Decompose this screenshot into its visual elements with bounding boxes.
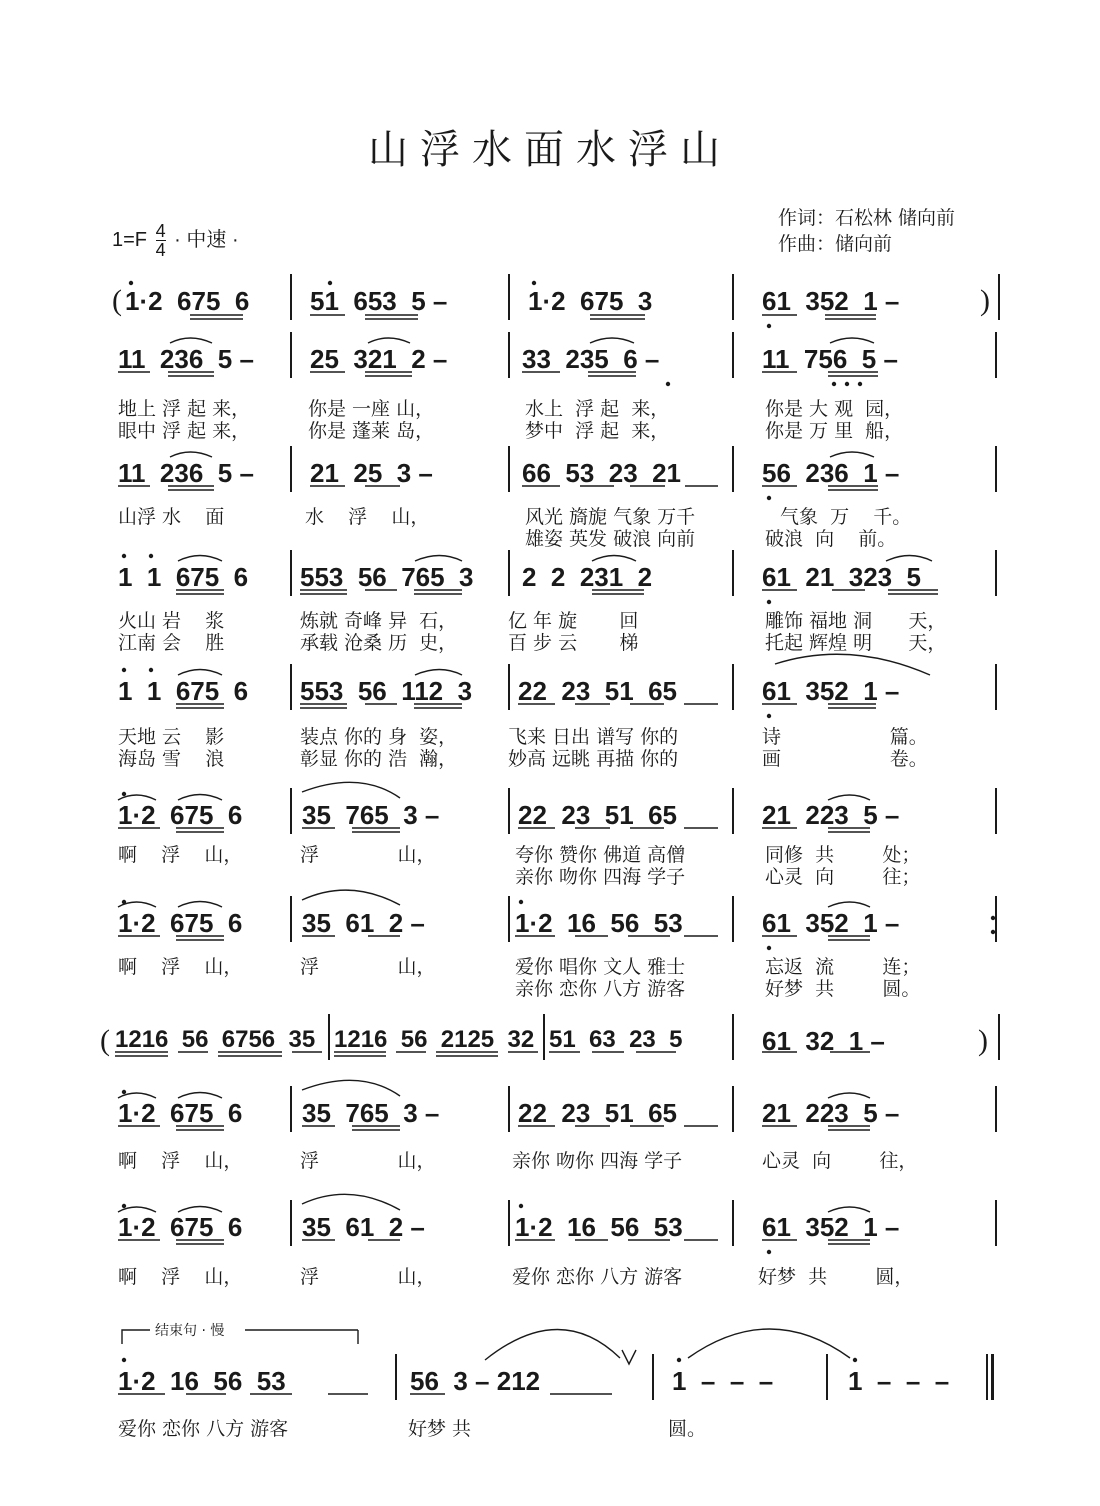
- lyric: 雄姿 英发 破浪 向前: [525, 528, 696, 550]
- lyric: 百 步 云 梯: [508, 632, 639, 654]
- lyric: 炼就 奇峰 异 石，: [300, 610, 458, 632]
- lyric: 浮 山，: [300, 1266, 436, 1288]
- measure: 1·2 675 3: [528, 286, 653, 316]
- measure: 22 23 51 65: [518, 676, 678, 706]
- lyric: 装点 你的 身 姿，: [300, 726, 458, 748]
- measure: 25 321 2 –: [310, 344, 448, 374]
- measure: 35 61 2 –: [302, 1212, 425, 1242]
- lyricist: 作词：石松林 储向前: [778, 207, 956, 229]
- lyric: 风光 旖旎 气象 万千: [525, 506, 696, 528]
- lyric: 你是 蓬莱 岛，: [308, 420, 435, 442]
- lyric: 好梦 共: [408, 1418, 472, 1440]
- lyric: 爱你 唱你 文人 雅士: [515, 956, 686, 978]
- composer: 作曲：储向前: [778, 233, 893, 255]
- measure: 61 32 1 –: [762, 1026, 885, 1056]
- lyric: 画 卷。: [762, 748, 928, 770]
- lyric: 浮 山，: [300, 844, 436, 866]
- lyric: 心灵 向 往，: [762, 1150, 918, 1172]
- measure: 21 25 3 –: [310, 458, 433, 488]
- measure: 33 235 6 –: [522, 344, 660, 374]
- measure: 61 352 1 –: [762, 676, 900, 706]
- measure: 2 2 231 2: [522, 562, 653, 592]
- ending-label: 结束句 · 慢: [155, 1323, 225, 1339]
- measure: 56 3 – 212: [410, 1366, 541, 1396]
- measure: 11 756 5 –: [762, 344, 898, 374]
- repeat-open-paren: (: [100, 1024, 110, 1057]
- measure: 61 352 1 –: [762, 286, 900, 316]
- lyric: 雕饰 福地 洞 天，: [765, 610, 947, 632]
- lyric: 天地 云 影: [118, 726, 225, 748]
- lyric: 梦中 浮 起 来，: [525, 420, 670, 442]
- measure: 1·2 16 56 53: [118, 1366, 286, 1396]
- measure: 66 53 23 21: [522, 458, 682, 488]
- lyric: 忘返 流 连；: [765, 956, 921, 978]
- measure: 1 1 675 6: [118, 676, 249, 706]
- key-label: 1=F: [112, 228, 148, 251]
- lyric: 啊 浮 山，: [118, 844, 243, 866]
- lyric: 心灵 向 往；: [765, 866, 921, 888]
- measure: 553 56 765 3: [300, 562, 474, 592]
- lyric: 山浮 水 面: [118, 506, 225, 528]
- measure: 35 61 2 –: [302, 908, 425, 938]
- measure: 21 223 5 –: [762, 800, 900, 830]
- lyric: 圆。: [668, 1418, 707, 1440]
- measure: 1·2 675 6: [118, 1212, 243, 1242]
- lyric: 啊 浮 山，: [118, 956, 243, 978]
- lyric: 亲你 吻你 四海 学子: [512, 1150, 683, 1172]
- lyric: 浮 山，: [300, 1150, 436, 1172]
- lyric: 地上 浮 起 来，: [118, 398, 251, 420]
- measure: 1 – – –: [848, 1366, 950, 1396]
- measure: 61 21 323 5: [762, 562, 922, 592]
- lyric: 你是 一座 山，: [308, 398, 435, 420]
- lyric: 浮 山，: [300, 956, 436, 978]
- lyric: 水上 浮 起 来，: [525, 398, 670, 420]
- song-title: 山浮水面水浮山: [368, 127, 732, 173]
- measure: 1·2 16 56 53: [515, 1212, 683, 1242]
- measure: 1·2 675 6: [118, 908, 243, 938]
- lyric: 爱你 恋你 八方 游客: [118, 1418, 289, 1440]
- lyric: 爱你 恋你 八方 游客: [512, 1266, 683, 1288]
- measure: 1 – – –: [672, 1366, 774, 1396]
- repeat-open-paren: (: [112, 284, 122, 317]
- measure: 1·2 675 6: [118, 800, 243, 830]
- measure: 22 23 51 65: [518, 1098, 678, 1128]
- repeat-close-paren: ): [978, 1024, 988, 1057]
- repeat-close-paren: ): [980, 284, 990, 317]
- time-denominator: 4: [155, 240, 166, 260]
- time-numerator: 4: [155, 221, 166, 241]
- lyric: 啊 浮 山，: [118, 1266, 243, 1288]
- lyric: 破浪 向 前。: [765, 528, 897, 550]
- lyric: 妙高 远眺 再描 你的: [508, 748, 679, 770]
- lyric: 啊 浮 山，: [118, 1150, 243, 1172]
- measure: 1 1 675 6: [118, 562, 249, 592]
- measure: 35 765 3 –: [302, 1098, 440, 1128]
- lyric: 江南 会 胜: [118, 632, 225, 654]
- measure: 1·2 675 6: [125, 286, 250, 316]
- lyric: 水 浮 山，: [305, 506, 430, 528]
- tempo-marking: · 中速 ·: [174, 228, 239, 251]
- measure: 1·2 16 56 53: [515, 908, 683, 938]
- measure: 21 223 5 –: [762, 1098, 900, 1128]
- measure: 35 765 3 –: [302, 800, 440, 830]
- measure: 11 236 5 –: [118, 458, 254, 488]
- lyric: 火山 岩 浆: [118, 610, 225, 632]
- lyric: 眼中 浮 起 来，: [118, 420, 251, 442]
- lyric: 海岛 雪 浪: [118, 748, 225, 770]
- lyric: 亿 年 旋 回: [508, 610, 639, 632]
- lyric: 气象 万 千。: [780, 506, 912, 528]
- lyric: 诗 篇。: [762, 726, 928, 748]
- lyric: 飞来 日出 谱写 你的: [508, 726, 679, 748]
- lyric: 亲你 恋你 八方 游客: [515, 978, 686, 1000]
- measure: 51 63 23 5: [549, 1026, 683, 1053]
- lyric: 你是 大 观 园，: [765, 398, 904, 420]
- measure: 1216 56 2125 32: [334, 1026, 535, 1053]
- measure: 1216 56 6756 35: [115, 1026, 316, 1053]
- lyric: 同修 共 处；: [765, 844, 921, 866]
- measure: 1·2 675 6: [118, 1098, 243, 1128]
- lyric: 好梦 共 圆。: [765, 978, 921, 1000]
- measure: 56 236 1 –: [762, 458, 900, 488]
- lyric: 承载 沧桑 历 史，: [300, 632, 458, 654]
- lyric: 你是 万 里 船，: [765, 420, 904, 442]
- measure: 22 23 51 65: [518, 800, 678, 830]
- measure: 61 352 1 –: [762, 908, 900, 938]
- lyric: 好梦 共 圆，: [758, 1266, 914, 1288]
- measure: 51 653 5 –: [310, 286, 448, 316]
- measure: 553 56 112 3: [300, 676, 473, 706]
- lyric: 夸你 赞你 佛道 高僧: [515, 844, 686, 866]
- lyric: 亲你 吻你 四海 学子: [515, 866, 686, 888]
- measure: 11 236 5 –: [118, 344, 254, 374]
- lyric: 托起 辉煌 明 天，: [765, 632, 947, 654]
- measure: 61 352 1 –: [762, 1212, 900, 1242]
- lyric: 彰显 你的 浩 瀚，: [300, 748, 458, 770]
